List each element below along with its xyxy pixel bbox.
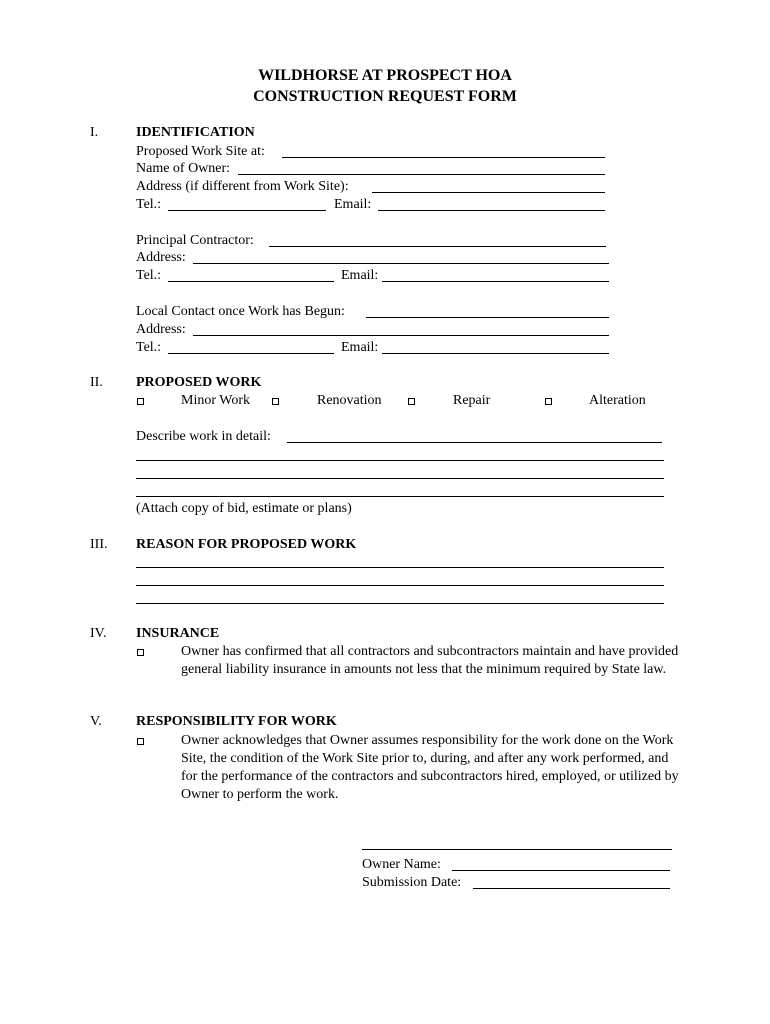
insurance-checkbox[interactable]	[137, 649, 144, 656]
section5-numeral: V.	[90, 714, 102, 729]
local-email-field[interactable]	[382, 353, 609, 354]
describe-field-line4[interactable]	[136, 496, 664, 497]
local-contact-field[interactable]	[366, 317, 609, 318]
alteration-checkbox[interactable]	[545, 398, 552, 405]
section3-numeral: III.	[90, 537, 108, 552]
insurance-text: Owner has confirmed that all contractors and subcontractors maintain and have provided general liability insurance in amounts not less that the minimum required by State law.	[181, 644, 679, 677]
work-site-field[interactable]	[282, 157, 605, 158]
local-tel-label: Tel.:	[136, 340, 162, 355]
describe-field-line3[interactable]	[136, 478, 664, 479]
submission-date-field[interactable]	[473, 888, 670, 889]
reason-field-line1[interactable]	[136, 567, 664, 568]
contractor-tel-label: Tel.:	[136, 268, 162, 283]
contractor-address-label: Address:	[136, 250, 186, 265]
section2-heading: PROPOSED WORK	[136, 375, 262, 390]
repair-label: Repair	[453, 393, 491, 408]
describe-field-line2[interactable]	[136, 460, 664, 461]
email-label: Email:	[334, 197, 372, 212]
tel-label: Tel.:	[136, 197, 162, 212]
owner-field[interactable]	[238, 174, 605, 175]
attach-note: (Attach copy of bid, estimate or plans)	[136, 501, 352, 516]
signature-line[interactable]	[362, 849, 672, 850]
owner-label: Name of Owner:	[136, 161, 231, 176]
reason-field-line2[interactable]	[136, 585, 664, 586]
address-diff-label: Address (if different from Work Site):	[136, 179, 349, 194]
contractor-field[interactable]	[269, 246, 606, 247]
renovation-checkbox[interactable]	[272, 398, 279, 405]
local-address-field[interactable]	[193, 335, 609, 336]
minor-work-label: Minor Work	[181, 393, 251, 408]
section4-heading: INSURANCE	[136, 626, 220, 641]
email-field[interactable]	[378, 210, 605, 211]
address-diff-field[interactable]	[372, 192, 605, 193]
local-contact-label: Local Contact once Work has Begun:	[136, 304, 345, 319]
contractor-tel-field[interactable]	[168, 281, 334, 282]
section3-heading: REASON FOR PROPOSED WORK	[136, 537, 357, 552]
contractor-address-field[interactable]	[193, 263, 609, 264]
local-tel-field[interactable]	[168, 353, 334, 354]
submission-date-label: Submission Date:	[362, 875, 462, 890]
describe-field-line1[interactable]	[287, 442, 662, 443]
section1-numeral: I.	[90, 125, 99, 140]
form-title-line2: CONSTRUCTION REQUEST FORM	[253, 88, 517, 105]
describe-label: Describe work in detail:	[136, 429, 271, 444]
renovation-label: Renovation	[317, 393, 382, 408]
reason-field-line3[interactable]	[136, 603, 664, 604]
responsibility-checkbox[interactable]	[137, 738, 144, 745]
alteration-label: Alteration	[589, 393, 646, 408]
work-site-label: Proposed Work Site at:	[136, 144, 265, 159]
contractor-label: Principal Contractor:	[136, 233, 254, 248]
form-title-line1: WILDHORSE AT PROSPECT HOA	[258, 67, 512, 84]
responsibility-text: Owner acknowledges that Owner assumes responsibility for the work done on the Work Site, the condition of the Work Site prior to, during, and after any work performed, and for the performance of the contractors and subcontractors hired, employed, or utilized by Owner to perform the work.	[181, 733, 679, 802]
tel-field[interactable]	[168, 210, 326, 211]
owner-name-field[interactable]	[452, 870, 670, 871]
section2-numeral: II.	[90, 375, 103, 390]
section1-heading: IDENTIFICATION	[136, 125, 255, 140]
contractor-email-field[interactable]	[382, 281, 609, 282]
contractor-email-label: Email:	[341, 268, 379, 283]
section4-numeral: IV.	[90, 626, 107, 641]
owner-name-label: Owner Name:	[362, 857, 441, 872]
minor-work-checkbox[interactable]	[137, 398, 144, 405]
local-email-label: Email:	[341, 340, 379, 355]
local-address-label: Address:	[136, 322, 186, 337]
section5-heading: RESPONSIBILITY FOR WORK	[136, 714, 337, 729]
repair-checkbox[interactable]	[408, 398, 415, 405]
